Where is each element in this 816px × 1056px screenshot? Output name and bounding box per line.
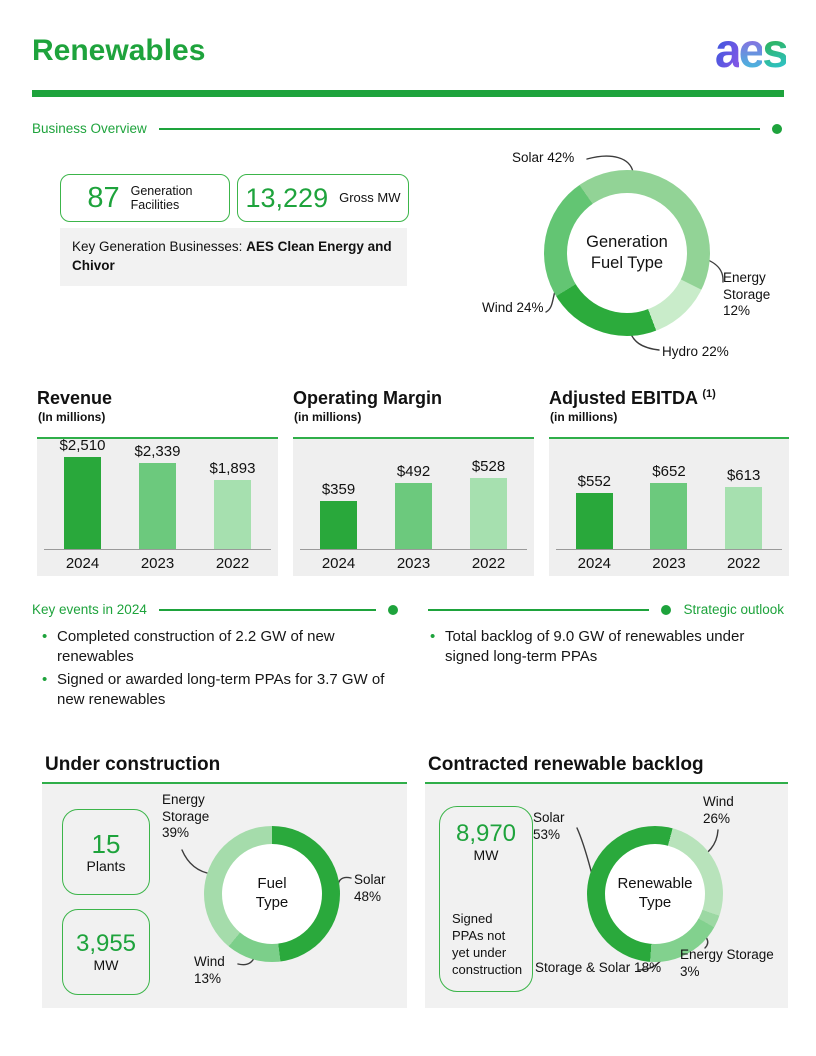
donut-hole xyxy=(222,844,322,944)
slice-label-wind: Wind 26% xyxy=(703,794,734,826)
key-events-dot xyxy=(388,605,398,615)
bar-value-label: $552 xyxy=(577,473,612,490)
backlog-stat-box xyxy=(439,806,533,992)
bar-year-label: 2022 xyxy=(471,555,506,572)
section-title: Contracted renewable backlog xyxy=(428,754,704,775)
plants-value: 15 xyxy=(91,828,121,859)
business-overview-line xyxy=(159,128,760,130)
bar-value-label: $2,339 xyxy=(134,443,181,460)
bar-value-label: $2,510 xyxy=(59,437,106,454)
chart-area xyxy=(549,437,789,576)
key-events-line xyxy=(159,609,376,611)
facilities-stat-box xyxy=(60,174,230,222)
bar xyxy=(650,483,687,549)
bar-year-label: 2023 xyxy=(652,555,686,572)
strategic-outlook-header xyxy=(428,602,784,617)
logo-letter-e: e xyxy=(738,25,763,78)
donut-hole xyxy=(567,193,687,313)
bar-column xyxy=(636,463,702,549)
section-title: Under construction xyxy=(45,754,221,775)
business-overview-header xyxy=(32,121,782,136)
backlog-section xyxy=(425,754,788,979)
mw-label: MW xyxy=(93,957,119,974)
strategic-outlook-dot xyxy=(661,605,671,615)
key-businesses-bold: AES Clean Energy and Chivor xyxy=(72,239,392,273)
slice-label-storage-solar: Storage & Solar 18% xyxy=(535,960,662,975)
gross-mw-label: Gross MW xyxy=(339,189,401,205)
strategic-outlook-line xyxy=(428,609,649,611)
key-businesses-note xyxy=(60,228,407,286)
bar-year-label: 2024 xyxy=(577,555,612,572)
bar-value-label: $652 xyxy=(652,463,686,480)
business-overview-label: Business Overview xyxy=(32,121,147,136)
operating-margin-chart xyxy=(293,388,534,576)
backlog-mw-label: MW xyxy=(473,847,499,864)
bar xyxy=(725,487,762,549)
under-construction-section xyxy=(42,754,407,986)
plants-stat-box xyxy=(62,809,150,895)
under-construction-panel xyxy=(42,782,407,1008)
business-overview-dot xyxy=(772,124,782,134)
adjusted-ebitda-chart xyxy=(549,388,789,576)
logo-letter-a: a xyxy=(714,25,739,78)
chart-title xyxy=(549,388,789,409)
axis-labels xyxy=(557,555,781,572)
bar-year-label: 2022 xyxy=(215,555,250,572)
gross-mw-stat-box xyxy=(237,174,409,222)
fuel-type-donut xyxy=(204,826,340,962)
chart-subtitle: (in millions) xyxy=(294,410,362,424)
chart-title-footnote-ref: (1) xyxy=(702,388,716,400)
bar xyxy=(214,480,251,549)
bar xyxy=(576,493,613,549)
bar xyxy=(470,478,507,549)
facilities-label: Generation Facilities xyxy=(130,183,193,212)
strategic-outlook-label: Strategic outlook xyxy=(683,602,784,617)
renewable-type-donut xyxy=(587,826,723,962)
aes-logo xyxy=(714,25,786,78)
slice-label-solar: Solar 42% xyxy=(512,150,575,165)
mw-value: 3,955 xyxy=(75,929,137,957)
bar-value-label: $359 xyxy=(321,481,356,498)
axis-labels xyxy=(45,555,270,572)
logo-letter-s: s xyxy=(762,25,786,78)
chart-title: Operating Margin xyxy=(293,388,443,408)
slice-label-wind: Wind 24% xyxy=(482,300,544,315)
leader-line-solar xyxy=(338,878,351,891)
bar-column xyxy=(561,473,627,549)
axis-labels xyxy=(301,555,526,572)
strategic-outlook-list xyxy=(428,627,784,666)
bar-year-label: 2023 xyxy=(396,555,431,572)
bars xyxy=(301,439,526,549)
slice-label-wind: Wind 13% xyxy=(194,954,225,986)
donut-center-label: Renewable Type xyxy=(617,875,693,911)
bar xyxy=(320,501,357,549)
bar-year-label: 2023 xyxy=(140,555,175,572)
slice-label-energy-storage: Energy Storage 39% xyxy=(162,792,210,841)
bar-column xyxy=(125,443,191,549)
slice-label-solar: Solar 53% xyxy=(533,810,565,842)
bar-year-label: 2024 xyxy=(65,555,100,572)
bar xyxy=(139,463,176,549)
chart-area xyxy=(293,437,534,576)
strategic-outlook-section xyxy=(428,602,784,670)
mw-stat-box xyxy=(62,909,150,995)
plants-label: Plants xyxy=(86,858,126,875)
key-events-list xyxy=(40,627,398,709)
bar-column xyxy=(381,463,447,549)
list-item: • Total backlog of 9.0 GW of renewables under signed long-term PPAs xyxy=(428,627,784,666)
slice-label-hydro: Hydro 22% xyxy=(662,344,729,359)
bars xyxy=(45,439,270,549)
list-item: • Signed or awarded long-term PPAs for 3.7 GW of new renewables xyxy=(40,670,398,709)
chart-subtitle: (in millions) xyxy=(550,410,618,424)
chart-subtitle: (In millions) xyxy=(38,410,106,424)
bar-year-label: 2024 xyxy=(321,555,356,572)
backlog-panel xyxy=(425,782,788,1008)
list-item: • Completed construction of 2.2 GW of new renewables xyxy=(40,627,398,666)
bar-value-label: $613 xyxy=(726,467,761,484)
bar-year-label: 2022 xyxy=(726,555,761,572)
donut-center-label: Fuel Type xyxy=(255,875,289,911)
backlog-mw-value: 8,970 xyxy=(455,820,517,847)
bar-column xyxy=(50,437,116,549)
chart-title-text: Adjusted EBITDA xyxy=(549,388,698,408)
bar xyxy=(395,483,432,549)
chart-title: Revenue xyxy=(37,388,113,408)
key-events-section xyxy=(32,602,398,713)
facilities-value: 87 xyxy=(87,181,120,214)
chart-area xyxy=(37,437,278,576)
bar-value-label: $492 xyxy=(396,463,431,480)
key-businesses-prefix: Key Generation Businesses: xyxy=(72,239,247,254)
backlog-note: Signed PPAs not yet under construction xyxy=(452,911,523,978)
revenue-chart xyxy=(37,388,278,576)
slice-label-energy-storage: Energy Storage 3% xyxy=(680,947,774,979)
key-events-header xyxy=(32,602,398,617)
page-title: Renewables xyxy=(32,34,206,67)
donut-hole xyxy=(605,844,705,944)
generation-fuel-donut-chart xyxy=(440,142,816,380)
bar-column xyxy=(711,467,777,549)
bar xyxy=(64,457,101,549)
bar-column xyxy=(456,458,522,549)
slice-label-solar: Solar 48% xyxy=(354,872,386,904)
bar-value-label: $1,893 xyxy=(209,460,256,477)
donut-center-label: Generation Fuel Type xyxy=(586,233,668,272)
bars xyxy=(557,439,781,549)
slice-label-energy-storage: Energy Storage 12% xyxy=(723,270,771,319)
bar-column xyxy=(200,460,266,549)
bar-value-label: $528 xyxy=(471,458,506,475)
header-divider xyxy=(32,90,784,97)
bar-column xyxy=(306,481,372,549)
key-events-label: Key events in 2024 xyxy=(32,602,147,617)
gross-mw-value: 13,229 xyxy=(245,182,329,213)
